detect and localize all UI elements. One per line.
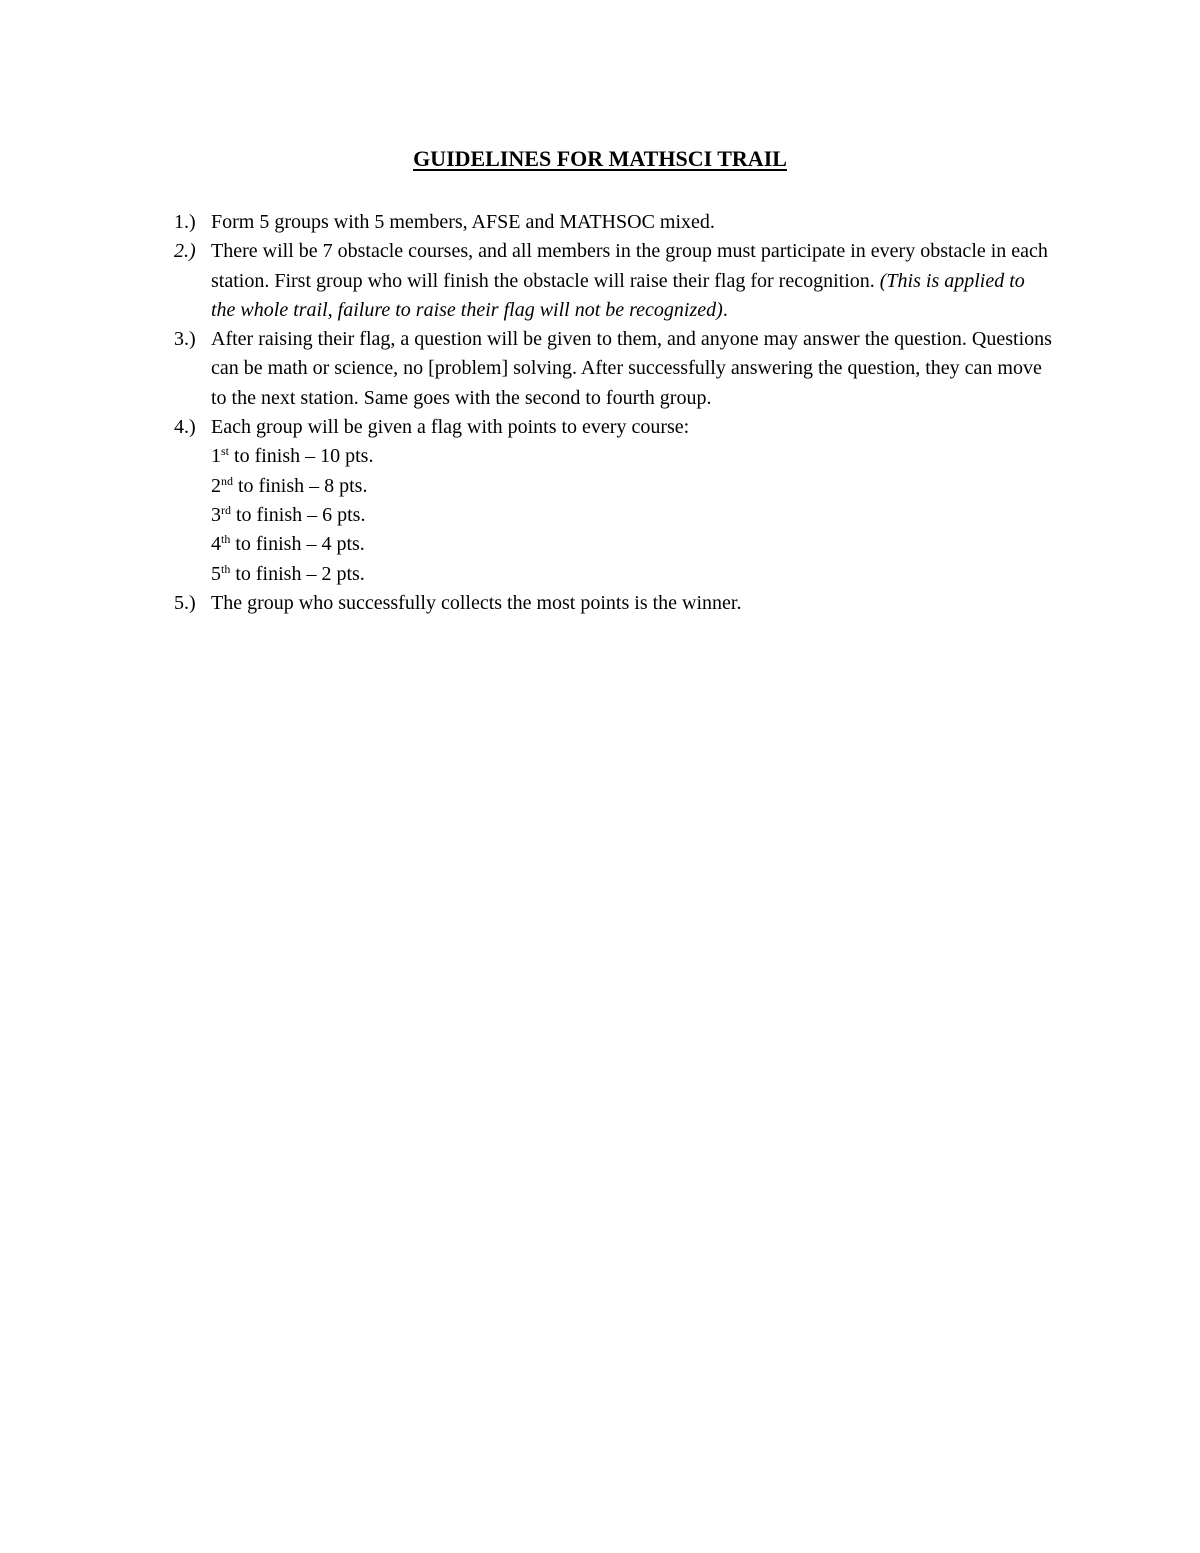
guidelines-list bbox=[174, 208, 1054, 618]
list-item bbox=[174, 325, 1054, 413]
item-number: 2.) bbox=[174, 240, 196, 263]
list-item bbox=[174, 237, 1054, 325]
item-number: 3.) bbox=[174, 328, 196, 351]
list-item bbox=[174, 589, 1054, 618]
item-text: Each group will be given a flag with points to every course: bbox=[211, 416, 690, 439]
item-number: 5.) bbox=[174, 591, 196, 614]
points-list bbox=[211, 442, 1054, 588]
points-text: to finish – 8 pts. bbox=[233, 474, 368, 497]
points-row bbox=[211, 472, 1054, 501]
list-item bbox=[174, 413, 1054, 589]
place-suffix: nd bbox=[221, 473, 233, 488]
points-text: to finish – 10 pts. bbox=[229, 445, 374, 468]
item-text: Form 5 groups with 5 members, AFSE and MATHSOC mixed. bbox=[211, 211, 715, 233]
italic-note: (This is applied to the whole trail, failure to raise their flag will not be recognized) bbox=[211, 269, 1025, 321]
item-number: 4.) bbox=[174, 416, 196, 439]
points-text: to finish – 4 pts. bbox=[230, 533, 365, 556]
place-number: 1 bbox=[211, 445, 221, 468]
item-text: There will be 7 obstacle courses, and all members in the group must participate in every obstacle in each station. First group who will finish the obstacle will raise their flag for recognition. bbox=[211, 240, 1048, 292]
place-suffix: st bbox=[221, 444, 230, 459]
points-row bbox=[211, 530, 1054, 559]
item-text: After raising their flag, a question will be given to them, and anyone may answer the question. Questions can be math or science, no [problem] solving. After successfully answering the question, they can move to the next station. Same goes with the second to fourth group. bbox=[211, 328, 1052, 409]
points-text: to finish – 2 pts. bbox=[230, 562, 365, 585]
points-row bbox=[211, 560, 1054, 589]
place-number: 3 bbox=[211, 503, 221, 526]
place-number: 5 bbox=[211, 562, 221, 585]
list-item bbox=[174, 208, 1054, 237]
place-suffix: th bbox=[221, 561, 231, 576]
points-row bbox=[211, 442, 1054, 471]
points-row bbox=[211, 501, 1054, 530]
place-suffix: th bbox=[221, 532, 231, 547]
item-number: 1.) bbox=[174, 211, 196, 233]
document-title: GUIDELINES FOR MATHSCI TRAIL bbox=[413, 146, 787, 171]
place-number: 2 bbox=[211, 474, 221, 497]
place-suffix: rd bbox=[221, 502, 231, 517]
points-text: to finish – 6 pts. bbox=[231, 503, 366, 526]
item-text: The group who successfully collects the most points is the winner. bbox=[211, 591, 742, 614]
place-number: 4 bbox=[211, 533, 221, 556]
note-period: . bbox=[722, 298, 728, 321]
